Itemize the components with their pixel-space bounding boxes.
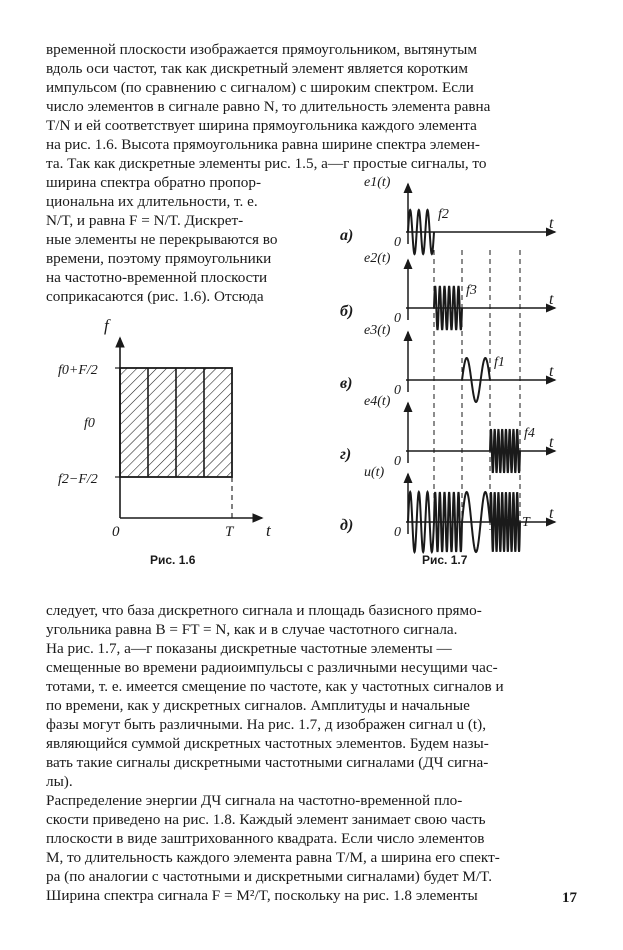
y-axis-label: e1(t) — [364, 175, 391, 190]
upper-freq-label: f0+F/2 — [58, 363, 98, 378]
text-line: угольника равна B = FT = N, как и в случае частотного сигнала. — [46, 621, 458, 638]
text-line: Распределение энергии ДЧ сигнала на частотно-временной пло- — [46, 792, 463, 809]
text-line: лы). — [46, 773, 73, 790]
sum-segment — [434, 492, 462, 552]
t-axis-label-16: t — [266, 521, 271, 540]
text-line: следует, что база дискретного сигнала и площадь базисного прямо- — [46, 602, 482, 619]
t-axis-label: t — [549, 291, 554, 308]
row-letter: г) — [340, 446, 352, 463]
text-line: на рис. 1.6. Высота прямоугольника равна ширине спектра элемен- — [46, 136, 480, 153]
text-line: T/N и ей соответствует ширина прямоугольника каждого элемента — [46, 117, 477, 134]
text-line: тотами, т. е. имеется смещение по частоте, как у частотных сигналов и — [46, 678, 504, 695]
carrier-label: f2 — [438, 207, 449, 222]
row-letter: б) — [340, 303, 354, 320]
fig16-caption: Рис. 1.6 — [150, 553, 196, 567]
zero-label: 0 — [394, 383, 401, 398]
fig17-caption: Рис. 1.7 — [422, 553, 468, 567]
text-line: времени, поэтому прямоугольники — [46, 250, 272, 267]
sum-segment — [490, 492, 520, 552]
sum-segment — [408, 492, 434, 552]
T-label-17: T — [522, 515, 530, 530]
text-line: по времени, как у дискретных сигналов. Амплитуды и начальные — [46, 697, 470, 714]
t-axis-label: t — [549, 215, 554, 232]
mid-freq-label: f0 — [84, 416, 95, 431]
text-line: смещенные во времени радиоимпульсы с различными несущими час- — [46, 659, 498, 676]
row-letter: а) — [340, 227, 354, 244]
text-line: плоскости в виде заштрихованного квадрата. Если число элементов — [46, 830, 485, 847]
text-line: число элементов в сигнале равно N, то длительность элемента равна — [46, 98, 491, 115]
text-line: скости приведено на рис. 1.8. Каждый элемент занимает свою часть — [46, 811, 486, 828]
text-line: Ширина спектра сигнала F = M²/T, поскольку на рис. 1.8 элементы — [46, 887, 478, 904]
text-line: соприкасаются (рис. 1.6). Отсюда — [46, 288, 264, 305]
text-line: N/T, и равна F = N/T. Дискрет- — [46, 212, 244, 229]
zero-label: 0 — [394, 525, 401, 540]
text-line: На рис. 1.7, а—г показаны дискретные частотные элементы — — [46, 640, 452, 657]
text-line: импульсом (по сравнению с сигналом) с широким спектром. Если — [46, 79, 474, 96]
t-axis-label: t — [549, 505, 554, 522]
row-letter: в) — [340, 375, 353, 392]
f-axis-label: f — [104, 316, 109, 335]
y-axis-label: e2(t) — [364, 251, 391, 266]
text-line: циональна их длительности, т. е. — [46, 193, 258, 210]
text-line: вать такие сигналы дискретными частотными сигналами (ДЧ сигна- — [46, 754, 489, 771]
radio-pulse — [490, 429, 520, 473]
lower-freq-label: f2−F/2 — [58, 472, 98, 487]
y-axis-label: u(t) — [364, 465, 385, 480]
text-line: вдоль оси частот, так как дискретный элемент является коротким — [46, 60, 468, 77]
zero-label: 0 — [394, 454, 401, 469]
text-line: ра (по аналогии с частотными и дискретными сигналами) будет M/T. — [46, 868, 493, 885]
y-axis-label: e3(t) — [364, 323, 391, 338]
T-label-16: T — [225, 524, 234, 540]
t-axis-label: t — [549, 363, 554, 380]
text-line: являющийся суммой дискретных частотных элементов. Будем назы- — [46, 735, 489, 752]
text-line: ные элементы не перекрываются во — [46, 231, 278, 248]
page-number: 17 — [562, 890, 577, 906]
row-letter: д) — [340, 517, 354, 534]
carrier-label: f3 — [466, 283, 477, 298]
text-line: ширина спектра обратно пропор- — [46, 174, 262, 191]
y-axis-label: e4(t) — [364, 394, 391, 409]
text-line: временной плоскости изображается прямоугольником, вытянутым — [46, 41, 477, 58]
carrier-label: f4 — [524, 426, 535, 441]
origin-label: 0 — [112, 524, 120, 540]
zero-label: 0 — [394, 235, 401, 250]
text-line: фазы могут быть различными. На рис. 1.7, д изображен сигнал u (t), — [46, 716, 486, 733]
bottom-paragraph — [46, 601, 577, 905]
text-line: M, то длительность каждого элемента равна T/M, а ширина его спект- — [46, 849, 500, 866]
t-axis-label: t — [549, 434, 554, 451]
radio-pulse — [434, 286, 462, 330]
text-line: на частотно-временной плоскости — [46, 269, 268, 286]
carrier-label: f1 — [494, 355, 505, 370]
radio-pulse — [408, 210, 434, 254]
text-line: та. Так как дискретные элементы рис. 1.5, а—г простые сигналы, то — [46, 155, 487, 172]
zero-label: 0 — [394, 311, 401, 326]
